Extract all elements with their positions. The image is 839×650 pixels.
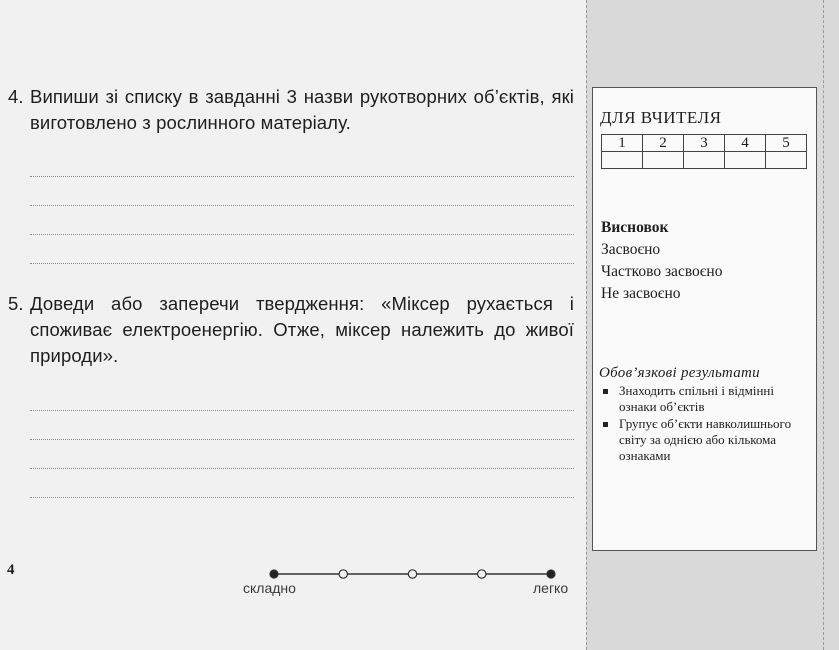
results-list xyxy=(599,383,814,464)
task-4-number: 4. xyxy=(8,86,24,107)
result-item: Знаходить спільні і відмінні ознаки об’єктів xyxy=(599,383,814,415)
grade-header: 1 xyxy=(602,135,643,152)
grade-header: 5 xyxy=(766,135,807,152)
grade-cell[interactable] xyxy=(725,152,766,169)
grade-header: 4 xyxy=(725,135,766,152)
page-number: 4 xyxy=(7,562,15,578)
grade-cell[interactable] xyxy=(643,152,684,169)
grade-table xyxy=(601,134,807,169)
conclusion-option[interactable]: Не засвоєно xyxy=(601,285,681,302)
scale-point-2[interactable] xyxy=(339,570,347,578)
grade-cell[interactable] xyxy=(684,152,725,169)
conclusion-block xyxy=(601,217,722,305)
teacher-panel-title: ДЛЯ ВЧИТЕЛЯ xyxy=(600,108,722,127)
scale-label-hard: складно xyxy=(243,580,296,596)
scale-point-5[interactable] xyxy=(547,570,555,578)
task-5-number: 5. xyxy=(8,293,24,314)
task-4-text: Випиши зі списку в завданні 3 назви рукотворних об’єктів, які виготовлено з рослинного матеріалу. xyxy=(30,86,574,133)
cut-line xyxy=(823,0,824,650)
scale-point-4[interactable] xyxy=(478,570,486,578)
results-heading: Обов’язкові результати xyxy=(599,365,760,381)
result-item: Групує об’єкти навколишнього світу за однією або кількома ознаками xyxy=(599,416,814,464)
grade-cell[interactable] xyxy=(766,152,807,169)
grade-header: 2 xyxy=(643,135,684,152)
required-results xyxy=(599,365,814,465)
scale-label-easy: легко xyxy=(533,580,569,596)
conclusion-option[interactable]: Частково засвоєно xyxy=(601,263,723,280)
scale-point-1[interactable] xyxy=(270,570,278,578)
conclusion-option[interactable]: Засвоєно xyxy=(601,241,661,258)
grade-cell[interactable] xyxy=(602,152,643,169)
teacher-panel xyxy=(592,87,817,551)
grade-header: 3 xyxy=(684,135,725,152)
scale-point-3[interactable] xyxy=(408,570,416,578)
task-5-text: Доведи або заперечи твердження: «Міксер рухається і споживає електроенергію. Отже, міксер належить до живої природи». xyxy=(30,293,574,366)
conclusion-heading: Висновок xyxy=(601,219,669,236)
